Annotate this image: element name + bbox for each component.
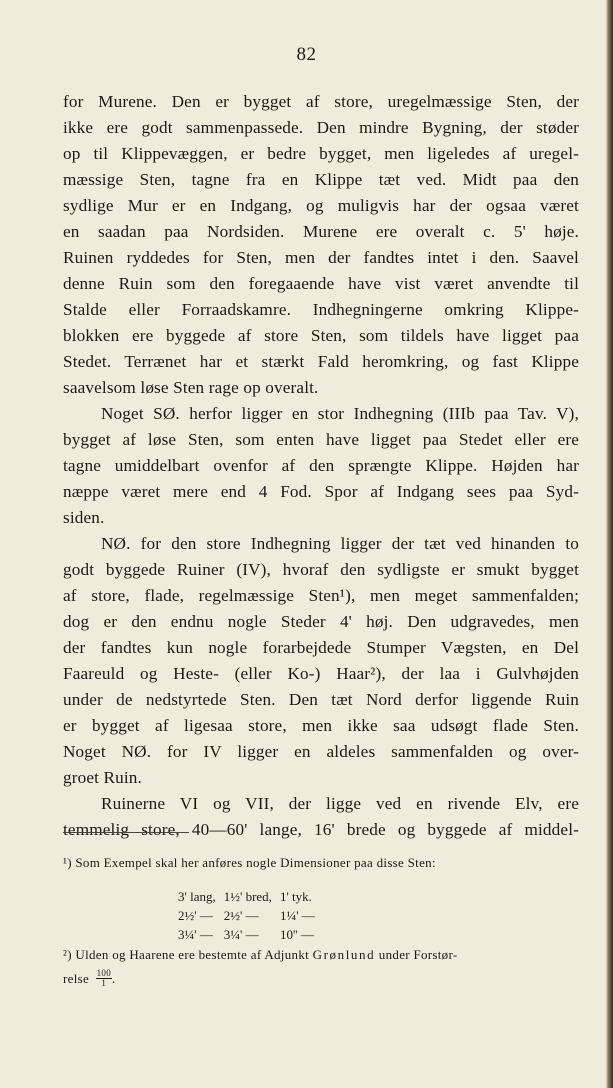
dimension-cell: 3¼' — bbox=[178, 927, 213, 942]
body-line: Faareuld og Heste- (eller Ko-) Haar²), der laa i Gulvhøjden bbox=[63, 664, 579, 683]
body-line: dog er den endnu nogle Steder 4' høj. Den udgravedes, men bbox=[63, 612, 579, 631]
page-edge-shadow bbox=[606, 0, 613, 1088]
dimension-cell: 2½' — bbox=[178, 908, 213, 923]
body-line: tagne umiddelbart ovenfor af den sprængte Klippe. Højden har bbox=[63, 456, 579, 475]
body-line: Noget SØ. herfor ligger en stor Indhegning (IIIb paa Tav. V), bbox=[101, 404, 579, 423]
footnote-2-name: Grønlund bbox=[312, 947, 376, 962]
body-line: temmelig store, 40—60' lange, 16' brede og byggede af middel- bbox=[63, 820, 579, 839]
footnote-1-marker: ¹) bbox=[63, 855, 72, 870]
page-number: 82 bbox=[296, 44, 317, 65]
body-line: godt byggede Ruiner (IV), hvoraf den sydligste er smukt bygget bbox=[63, 560, 579, 579]
footnote-2 bbox=[63, 945, 579, 988]
dimension-cell: 10'' — bbox=[279, 927, 314, 942]
body-line: en saadan paa Nordsiden. Murene ere overalt c. 5' høje. bbox=[63, 222, 579, 241]
body-line: Stalde eller Forraadskamre. Indhegningerne omkring Klippe- bbox=[63, 300, 579, 319]
footnote-2-text-before: Ulden og Haarene ere bestemte af Adjunkt bbox=[75, 947, 310, 962]
footnote-1 bbox=[63, 853, 579, 873]
footnote-2-line2-prefix: relse bbox=[63, 970, 90, 986]
body-line: Stedet. Terrænet har et stærkt Fald heromkring, og fast Klippe bbox=[63, 352, 579, 371]
dimension-row bbox=[178, 887, 323, 906]
body-line: bygget af løse Sten, som enten have ligget paa Stedet eller ere bbox=[63, 430, 579, 449]
dimension-cell: 3' lang, bbox=[178, 889, 216, 904]
body-line: for Murene. Den er bygget af store, uregelmæssige Sten, der bbox=[63, 92, 579, 111]
dimension-cell: 1' tyk. bbox=[279, 889, 312, 904]
footnote-separator bbox=[63, 832, 189, 833]
dimension-table bbox=[178, 887, 323, 944]
dimension-row bbox=[178, 925, 323, 944]
body-text bbox=[63, 89, 579, 843]
footnote-2-line-1 bbox=[63, 945, 579, 965]
body-line: op til Klippevæggen, er bedre bygget, men ligeledes af uregel- bbox=[63, 144, 579, 163]
dimension-cell: 3¼' — bbox=[223, 927, 259, 942]
body-line: under de nedstyrtede Sten. Den tæt Nord derfor liggende Ruin bbox=[63, 690, 579, 709]
body-line: saavelsom løse Sten rage op overalt. bbox=[63, 378, 319, 397]
magnification-fraction bbox=[96, 969, 112, 988]
dimension-cell: 1¼' — bbox=[279, 908, 315, 923]
fraction-denominator: 1 bbox=[101, 977, 107, 988]
body-line: Ruinerne VI og VII, der ligge ved en rivende Elv, ere bbox=[101, 794, 579, 813]
body-line: ikke ere godt sammenpassede. Den mindre Bygning, der støder bbox=[63, 118, 579, 137]
body-line: groet Ruin. bbox=[63, 768, 142, 787]
body-line: blokken ere byggede af store Sten, som tildels have ligget paa bbox=[63, 326, 579, 345]
body-line: er bygget af ligesaa store, men ikke saa udsøgt flade Sten. bbox=[63, 716, 579, 735]
body-line: Noget NØ. for IV ligger en aldeles sammenfalden og over- bbox=[63, 742, 579, 761]
footnote-2-line2-suffix: . bbox=[112, 970, 116, 986]
dimension-cell: 1½' bred, bbox=[223, 889, 272, 904]
body-line: af store, flade, regelmæssige Sten¹), men meget sammenfalden; bbox=[63, 586, 579, 605]
dimension-row bbox=[178, 906, 323, 925]
fraction-numerator: 100 bbox=[96, 967, 112, 978]
footnote-2-line-2 bbox=[63, 969, 579, 989]
body-line: Ruinen ryddedes for Sten, men der fandtes intet i den. Saavel bbox=[63, 248, 579, 267]
body-line: sydlige Mur er en Indgang, og muligvis har der ogsaa været bbox=[63, 196, 579, 215]
footnote-2-text-after: under Forstør- bbox=[378, 947, 458, 962]
body-line: siden. bbox=[63, 508, 105, 527]
body-line: næppe været mere end 4 Fod. Spor af Indgang sees paa Syd- bbox=[63, 482, 579, 501]
body-line: der fandtes kun nogle forarbejdede Stumper Vægsten, en Del bbox=[63, 638, 579, 657]
dimension-cell: 2½' — bbox=[223, 908, 259, 923]
body-line: NØ. for den store Indhegning ligger der tæt ved hinanden to bbox=[101, 534, 579, 553]
body-line: mæssige Sten, tagne fra en Klippe tæt ved. Midt paa den bbox=[63, 170, 579, 189]
body-line: denne Ruin som den foregaaende have vist været anvendte til bbox=[63, 274, 579, 293]
footnote-1-text: Som Exempel skal her anføres nogle Dimensioner paa disse Sten: bbox=[75, 855, 436, 870]
footnotes bbox=[63, 853, 579, 873]
footnote-2-marker: ²) bbox=[63, 947, 72, 962]
